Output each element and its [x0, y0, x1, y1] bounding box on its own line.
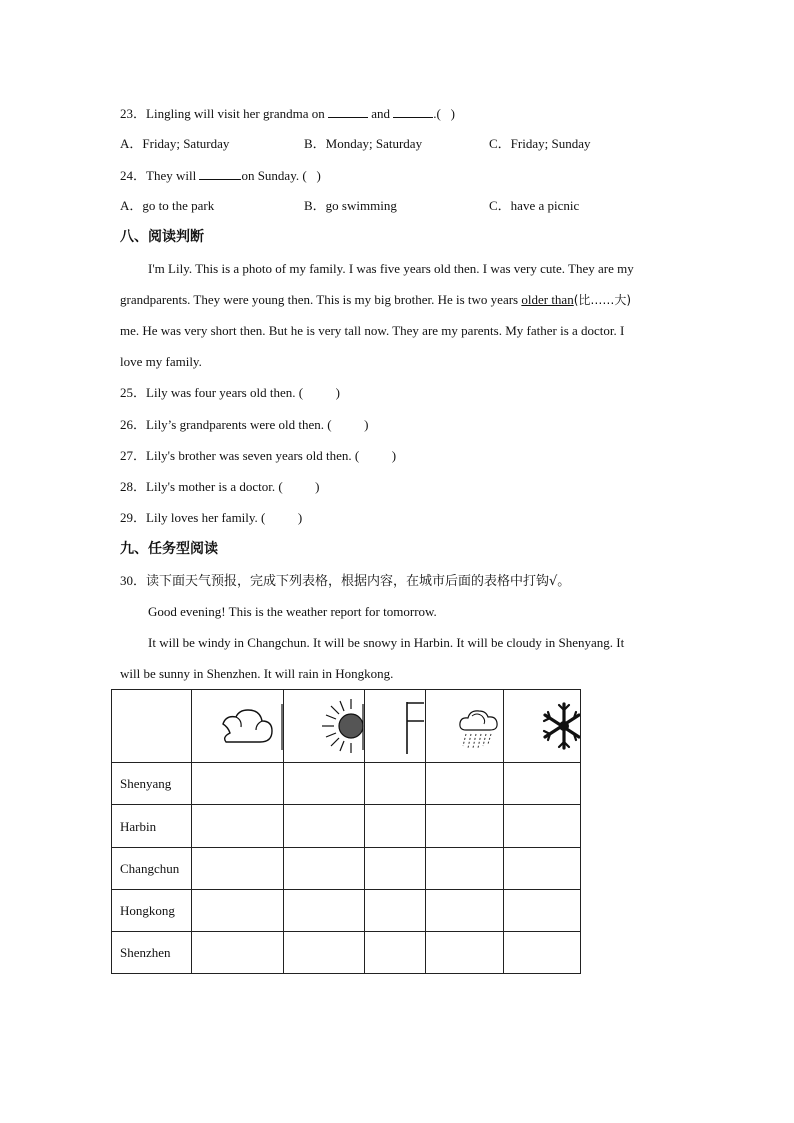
- answer-cell[interactable]: [504, 890, 581, 932]
- table-row: [112, 763, 581, 805]
- answer-cell[interactable]: [504, 932, 581, 974]
- answer-cell[interactable]: [192, 890, 284, 932]
- answer-cell[interactable]: [426, 763, 504, 805]
- q23-blank-2[interactable]: [393, 106, 433, 118]
- answer-cell[interactable]: [365, 763, 426, 805]
- q23-text-d: ): [450, 106, 455, 121]
- section-9-heading: 九、任务型阅读: [120, 541, 218, 557]
- judgment-25-number: 25．: [120, 385, 147, 400]
- rainy-icon: [426, 690, 503, 762]
- answer-cell[interactable]: [426, 932, 504, 974]
- weather-report-line-3: will be sunny in Shenzhen. It will rain in Hongkong.: [120, 666, 394, 681]
- answer-cell[interactable]: [426, 890, 504, 932]
- city-harbin: Harbin: [112, 805, 192, 848]
- q24-option-a: A．go to the park: [120, 198, 215, 213]
- answer-cell[interactable]: [192, 848, 284, 890]
- q24-blank[interactable]: [199, 168, 241, 180]
- question-30: [120, 574, 570, 588]
- answer-cell[interactable]: [284, 763, 365, 805]
- judgment-28: [120, 480, 320, 493]
- passage-line-2-a: grandparents. They were young then. This is my big brother. He is two years: [120, 292, 522, 307]
- judgment-27: [120, 449, 396, 462]
- q23-text-b: and: [371, 106, 391, 121]
- q24-text-a: They will: [146, 168, 197, 183]
- table-row: [112, 805, 581, 848]
- judgment-29: [120, 511, 302, 524]
- q24-text-c: ): [316, 168, 321, 183]
- city-shenzhen: Shenzhen: [112, 932, 192, 974]
- table-row: [112, 848, 581, 890]
- answer-cell[interactable]: [192, 805, 284, 848]
- answer-cell[interactable]: [192, 763, 284, 805]
- judgment-29-text: Lily loves her family. (: [146, 510, 266, 525]
- q30-instruction: 读下面天气预报，完成下列表格，根据内容，在城市后面的表格中打钩√。: [146, 574, 571, 589]
- answer-cell[interactable]: [192, 932, 284, 974]
- answer-cell[interactable]: [504, 805, 581, 848]
- q23-text-c: .(: [433, 106, 441, 121]
- judgment-26-number: 26．: [120, 417, 147, 432]
- snowy-icon-cell: [504, 690, 581, 763]
- answer-cell[interactable]: [504, 763, 581, 805]
- q23-option-a: A．Friday; Saturday: [120, 136, 230, 151]
- answer-cell[interactable]: [365, 890, 426, 932]
- windy-icon-cell: [365, 690, 426, 763]
- q24-option-b: B．go swimming: [304, 198, 397, 213]
- rainy-icon-cell: [426, 690, 504, 763]
- city-shenyang: Shenyang: [112, 763, 192, 805]
- q24-number: 24．: [120, 168, 147, 183]
- table-row: [112, 932, 581, 974]
- answer-cell[interactable]: [284, 932, 365, 974]
- passage-underlined-phrase: older than: [521, 292, 574, 307]
- cloudy-icon: [192, 690, 283, 762]
- sunny-icon: [284, 690, 364, 762]
- table-corner-cell: [112, 690, 192, 763]
- passage-line-3: me. He was very short then. But he is very tall now. They are my parents. My father is a doctor. I: [120, 323, 625, 338]
- judgment-29-close: ): [297, 510, 303, 525]
- answer-cell[interactable]: [284, 848, 365, 890]
- weather-report-line-1: Good evening! This is the weather report for tomorrow.: [148, 604, 437, 619]
- judgment-27-text: Lily's brother was seven years old then. (: [146, 448, 360, 463]
- q30-number: 30．: [120, 573, 147, 588]
- city-hongkong: Hongkong: [112, 890, 192, 932]
- answer-cell[interactable]: [365, 932, 426, 974]
- question-23: [120, 106, 455, 120]
- passage-line-2-b: (比……大): [573, 293, 632, 307]
- answer-cell[interactable]: [426, 805, 504, 848]
- answer-cell[interactable]: [504, 848, 581, 890]
- judgment-25-close: ): [335, 385, 340, 400]
- cloudy-icon-cell: [192, 690, 284, 763]
- q23-text-a: Lingling will visit her grandma on: [146, 106, 325, 121]
- table-row: [112, 890, 581, 932]
- passage-line-1: I'm Lily. This is a photo of my family. I was five years old then. I was very cute. They are my: [148, 261, 634, 276]
- judgment-25-text: Lily was four years old then. (: [146, 385, 304, 400]
- snowy-icon: [504, 690, 580, 762]
- judgment-26-text: Lily’s grandparents were old then. (: [146, 417, 332, 432]
- judgment-26-close: ): [364, 417, 369, 432]
- judgment-27-number: 27．: [120, 448, 147, 463]
- judgment-26: [120, 418, 368, 431]
- q23-option-b: B．Monday; Saturday: [304, 136, 423, 151]
- judgment-28-number: 28．: [120, 479, 147, 494]
- q24-option-c: C．have a picnic: [489, 198, 580, 213]
- question-24: [120, 168, 321, 182]
- windy-icon: [365, 690, 425, 762]
- judgment-25: [120, 386, 340, 399]
- sunny-icon-cell: [284, 690, 365, 763]
- q23-option-c: C．Friday; Sunday: [489, 136, 591, 151]
- q23-blank-1[interactable]: [328, 106, 368, 118]
- judgment-27-close: ): [391, 448, 397, 463]
- answer-cell[interactable]: [426, 848, 504, 890]
- city-changchun: Changchun: [112, 848, 192, 890]
- passage-line-2: [120, 293, 631, 306]
- section-8-heading: 八、阅读判断: [120, 229, 204, 245]
- q24-text-b: on Sunday. (: [241, 168, 307, 183]
- answer-cell[interactable]: [284, 890, 365, 932]
- judgment-28-close: ): [315, 479, 320, 494]
- answer-cell[interactable]: [365, 805, 426, 848]
- weather-table: [111, 689, 581, 974]
- judgment-28-text: Lily's mother is a doctor. (: [146, 479, 283, 494]
- answer-cell[interactable]: [365, 848, 426, 890]
- table-header-row: [112, 690, 581, 763]
- passage-line-4: love my family.: [120, 354, 202, 369]
- answer-cell[interactable]: [284, 805, 365, 848]
- judgment-29-number: 29．: [120, 510, 147, 525]
- weather-report-line-2: It will be windy in Changchun. It will be snowy in Harbin. It will be cloudy in Shenyang. It: [148, 635, 625, 650]
- q23-number: 23．: [120, 106, 147, 121]
